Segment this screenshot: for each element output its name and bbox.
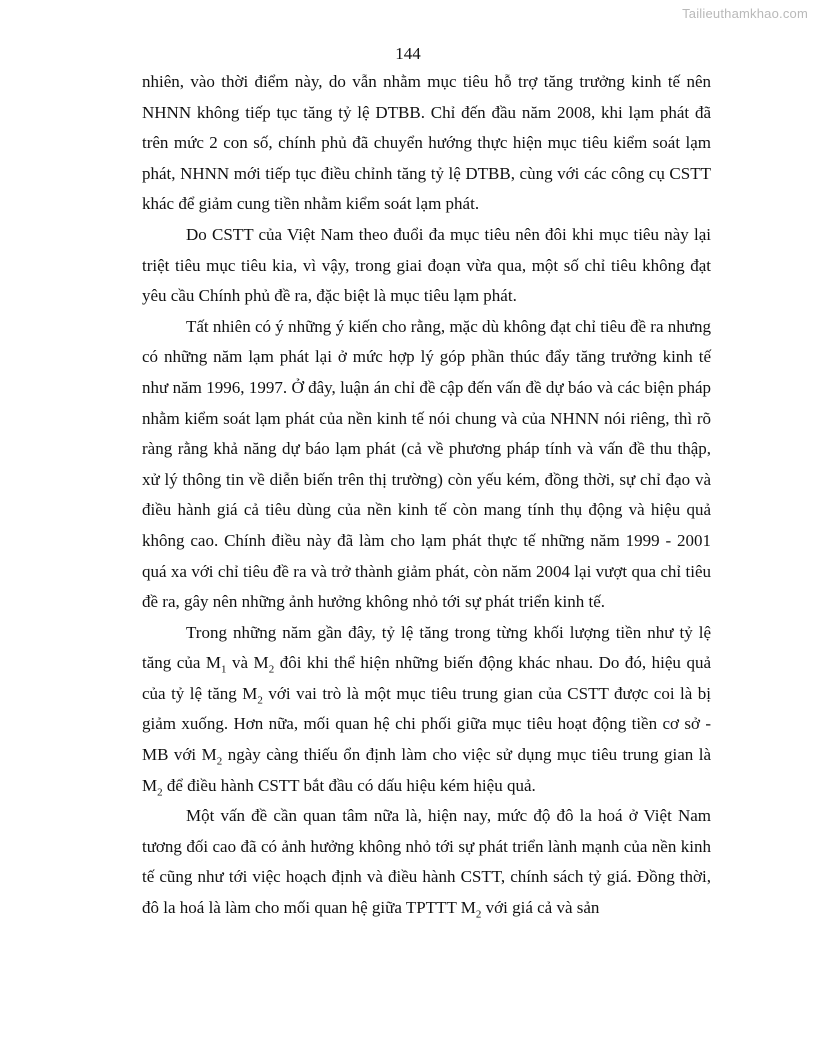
subscript: 2 bbox=[475, 908, 482, 921]
text-run: với vai trò là một mục tiêu trung gian của CSTT được coi là bị giảm xuống. Hơn nữa, mối quan hệ chi phối giữa mục tiêu hoạt động tiền cơ sở - MB với M bbox=[142, 683, 711, 765]
subscript: 2 bbox=[268, 663, 275, 676]
text-run: với giá cả và sản bbox=[481, 898, 600, 918]
text-run: và M bbox=[226, 653, 269, 673]
subscript: 1 bbox=[221, 663, 227, 676]
body-text bbox=[142, 67, 711, 924]
paragraph-p3 bbox=[142, 312, 711, 618]
text-run: Tất nhiên có ý những ý kiến cho rằng, mặc dù không đạt chỉ tiêu đề ra nhưng có những năm lạm phát lại ở mức hợp lý góp phần thúc đẩy tăng trưởng kinh tế như năm 1996, 1997. Ở đây, luận án chỉ đề cập đến vấn đề dự báo và các biện pháp nhằm kiểm soát lạm phát của nền kinh tế nói chung và của NHNN nói riêng, thì rõ ràng rằng khả năng dự báo lạm phát (cả về phương pháp tính và vấn đề thu thập, xử lý thông tin về diễn biến trên thị trường) còn yếu kém, đồng thời, sự chỉ đạo và điều hành giá cả tiêu dùng của nền kinh tế còn mang tính thụ động và hiệu quả không cao. Chính điều này đã làm cho lạm phát thực tế những năm 1999 - 2001 quá xa với chỉ tiêu đề ra và trở thành giảm phát, còn năm 2004 lại vượt qua chỉ tiêu đề ra, gây nên những ảnh hưởng không nhỏ tới sự phát triển kinh tế. bbox=[142, 316, 711, 612]
text-run: ngày càng thiếu ổn định làm cho việc sử dụng mục tiêu trung gian là M bbox=[142, 745, 711, 795]
text-run: Trong những năm gần đây, tỷ lệ tăng trong từng khối lượng tiền như tỷ lệ tăng của M bbox=[142, 622, 711, 673]
paragraph-p5 bbox=[142, 801, 711, 923]
page-number: 144 bbox=[395, 44, 421, 63]
paragraph-p1 bbox=[142, 67, 711, 220]
subscript: 2 bbox=[157, 786, 163, 799]
subscript: 2 bbox=[257, 694, 263, 707]
text-run: Do CSTT của Việt Nam theo đuổi đa mục tiêu nên đôi khi mục tiêu này lại triệt tiêu mục tiêu kia, vì vậy, trong giai đoạn vừa qua, một số chỉ tiêu không đạt yêu cầu Chính phủ đề ra, đặc biệt là mục tiêu lạm phát. bbox=[142, 224, 711, 306]
text-run: đôi khi thể hiện những biến động khác nhau. Do đó, hiệu quả của tỷ lệ tăng M bbox=[142, 653, 711, 703]
subscript: 2 bbox=[216, 755, 223, 768]
text-run: Một vấn đề cần quan tâm nữa là, hiện nay, mức độ đô la hoá ở Việt Nam tương đối cao đã có ảnh hưởng không nhỏ tới sự phát triển lành mạnh của nền kinh tế cũng như tới việc hoạch định và điều hành CSTT, chính sách tỷ giá. Đồng thời, đô la hoá là làm cho mối quan hệ giữa TPTTT M bbox=[142, 806, 711, 918]
text-run: nhiên, vào thời điểm này, do vẫn nhằm mục tiêu hỗ trợ tăng trưởng kinh tế nên NHNN không tiếp tục tăng tỷ lệ DTBB. Chỉ đến đầu năm 2008, khi lạm phát đã trên mức 2 con số, chính phủ đã chuyển hướng thực hiện mục tiêu kiểm soát lạm phát, NHNN mới tiếp tục điều chỉnh tăng tỷ lệ DTBB, cùng với các công cụ CSTT khác để giảm cung tiền nhằm kiểm soát lạm phát. bbox=[142, 72, 711, 214]
watermark: Tailieuthamkhao.com bbox=[682, 6, 808, 21]
text-run: để điều hành CSTT bắt đầu có dấu hiệu kém hiệu quả. bbox=[162, 775, 536, 795]
paragraph-p4 bbox=[142, 618, 711, 802]
paragraph-p2 bbox=[142, 220, 711, 312]
